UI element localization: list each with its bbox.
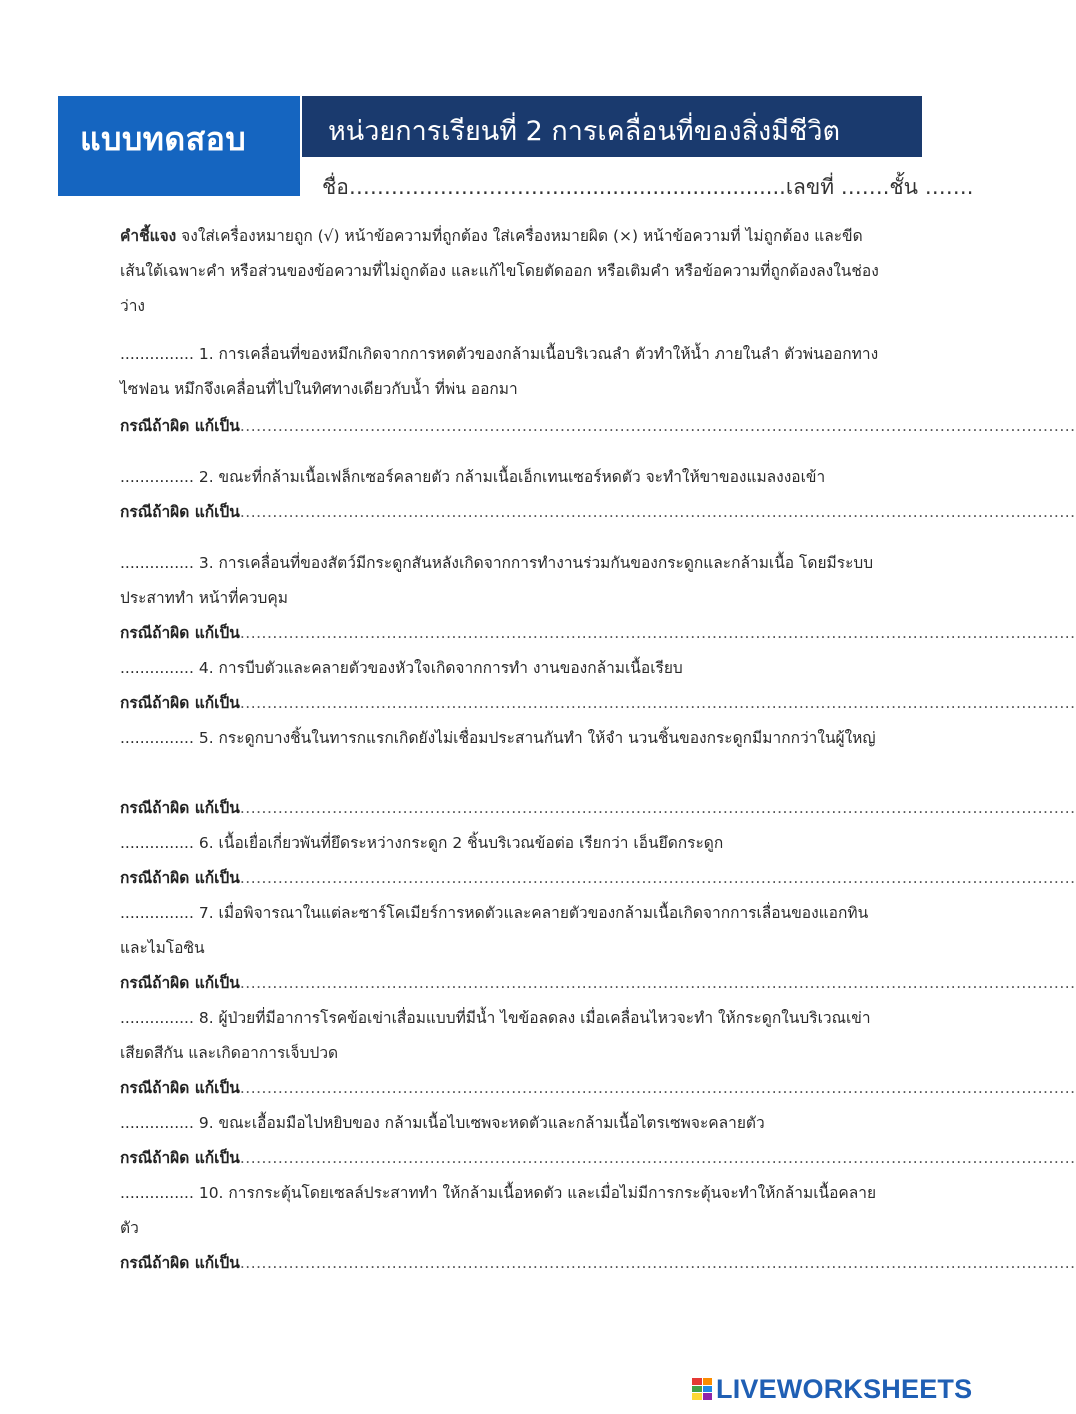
correction-line-2[interactable] bbox=[120, 495, 1076, 530]
instructions-label: คำชี้แจง bbox=[120, 227, 177, 245]
liveworksheets-logo[interactable] bbox=[692, 1372, 972, 1406]
question-2: ............... 2. ขณะที่กล้ามเนื้อเฟล็กเซอร์คลายตัว กล้ามเนื้อเอ็กเทนเซอร์หดตัว จะทำให้ขาของแมลงงอเข้า bbox=[120, 468, 826, 486]
correction-line-5[interactable] bbox=[120, 791, 1076, 826]
question-7: ............... 7. เมื่อพิจารณาในแต่ละซาร์โคเมียร์การหดตัวและคลายตัวของกล้ามเนื้อเกิดจากการเลื่อนของแอกทินและไมโอซิน bbox=[120, 904, 869, 957]
correction-label: กรณีถ้าผิด แก้เป็น bbox=[120, 974, 240, 992]
correction-label: กรณีถ้าผิด แก้เป็น bbox=[120, 1079, 240, 1097]
correction-line-3[interactable] bbox=[120, 616, 1076, 651]
answer-dots: .......................................................................................................................................................... bbox=[239, 799, 1076, 817]
student-info-line: ชื่อ…………………………..................................เลขที่ …….ชั้น ……. bbox=[322, 175, 974, 199]
logo-wordmark: LIVEWORKSHEETS bbox=[716, 1373, 973, 1404]
correction-line-8[interactable] bbox=[120, 1071, 1076, 1106]
correction-label: กรณีถ้าผิด แก้เป็น bbox=[120, 1149, 240, 1167]
answer-dots: .......................................................................................................................................................... bbox=[239, 1149, 1076, 1167]
answer-dots: .......................................................................................................................................................... bbox=[239, 974, 1076, 992]
correction-line-4[interactable] bbox=[120, 686, 1076, 721]
answer-dots: .......................................................................................................................................................... bbox=[239, 624, 1076, 642]
answer-dots: .......................................................................................................................................................... bbox=[239, 1079, 1076, 1097]
correction-line-10[interactable] bbox=[120, 1246, 1076, 1281]
question-9: ............... 9. ขณะเอื้อมมือไปหยิบของ กล้ามเนื้อไบเซพจะหดตัวและกล้ามเนื้อไตรเซพจะคลายตัว bbox=[120, 1114, 765, 1132]
question-6: ............... 6. เนื้อเยื่อเกี่ยวพันที่ยึดระหว่างกระดูก 2 ชิ้นบริเวณข้อต่อ เรียกว่า เอ็นยึดกระดูก bbox=[120, 834, 724, 852]
instructions-text: จงใส่เครื่องหมายถูก (√) หน้าข้อความที่ถูกต้อง ใส่เครื่องหมายผิด (×) หน้าข้อความที่ ไม่ถูกต้อง และขีดเส้นใต้เฉพาะคำ หรือส่วนของข้อความที่ไม่ถูกต้อง และแก้ไขโดยตัดออก หรือเติมคำ หรือข้อความที่ถูกต้องลงในช่องว่าง bbox=[120, 227, 879, 315]
logo-block bbox=[692, 1378, 702, 1385]
unit-title: หน่วยการเรียนที่ 2 การเคลื่อนที่ของสิ่งมีชีวิต bbox=[328, 116, 841, 147]
test-badge-label: แบบทดสอบ bbox=[80, 120, 247, 158]
instructions bbox=[120, 219, 880, 324]
answer-dots: .......................................................................................................................................................... bbox=[239, 417, 1076, 435]
answer-dots: .......................................................................................................................................................... bbox=[239, 694, 1076, 712]
correction-line-6[interactable] bbox=[120, 861, 1076, 896]
logo-block bbox=[703, 1393, 713, 1400]
correction-label: กรณีถ้าผิด แก้เป็น bbox=[120, 417, 240, 435]
answer-dots: .......................................................................................................................................................... bbox=[239, 869, 1076, 887]
logo-block bbox=[703, 1386, 713, 1393]
answer-dots: .......................................................................................................................................................... bbox=[239, 1254, 1076, 1272]
correction-line-1[interactable] bbox=[120, 409, 1076, 444]
correction-label: กรณีถ้าผิด แก้เป็น bbox=[120, 869, 240, 887]
correction-line-9[interactable] bbox=[120, 1141, 1076, 1176]
question-1: ............... 1. การเคลื่อนที่ของหมึกเกิดจากการหดตัวของกล้ามเนื้อบริเวณลำ ตัวทำให้น้ำ ภายในลำ ตัวพ่นออกทางไซฟอน หมึกจึงเคลื่อนที่ไปในทิศทางเดียวกับน้ำ ที่พ่น ออกมา bbox=[120, 345, 879, 398]
correction-line-7[interactable] bbox=[120, 966, 1076, 1001]
test-badge bbox=[58, 96, 300, 196]
correction-label: กรณีถ้าผิด แก้เป็น bbox=[120, 624, 240, 642]
question-10: ............... 10. การกระตุ้นโดยเซลล์ประสาททำ ให้กล้ามเนื้อหดตัว และเมื่อไม่มีการกระตุ้นจะทำให้กล้ามเนื้อคลายตัว bbox=[120, 1184, 877, 1237]
logo-block bbox=[692, 1386, 702, 1393]
correction-label: กรณีถ้าผิด แก้เป็น bbox=[120, 799, 240, 817]
answer-dots: .......................................................................................................................................................... bbox=[239, 503, 1076, 521]
question-8: ............... 8. ผู้ป่วยที่มีอาการโรคข้อเข่าเสื่อมแบบที่มีน้ำ ไขข้อลดลง เมื่อเคลื่อนไหวจะทำ ให้กระดูกในบริเวณเข่าเสียดสีกัน และเกิดอาการเจ็บปวด bbox=[120, 1009, 871, 1062]
question-5: ............... 5. กระดูกบางชิ้นในทารกแรกเกิดยังไม่เชื่อมประสานกันทำ ให้จำ นวนชิ้นของกระดูกมีมากกว่าในผู้ใหญ่ bbox=[120, 729, 876, 747]
question-4: ............... 4. การบีบตัวและคลายตัวของหัวใจเกิดจากการทำ งานของกล้ามเนื้อเรียบ bbox=[120, 659, 683, 677]
logo-block bbox=[692, 1393, 702, 1400]
logo-mark-icon bbox=[692, 1378, 712, 1400]
logo-block bbox=[703, 1378, 713, 1385]
correction-label: กรณีถ้าผิด แก้เป็น bbox=[120, 694, 240, 712]
correction-label: กรณีถ้าผิด แก้เป็น bbox=[120, 1254, 240, 1272]
question-3: ............... 3. การเคลื่อนที่ของสัตว์มีกระดูกสันหลังเกิดจากการทำงานร่วมกันของกระดูกและกล้ามเนื้อ โดยมีระบบประสาททำ หน้าที่ควบคุม bbox=[120, 554, 874, 607]
correction-label: กรณีถ้าผิด แก้เป็น bbox=[120, 503, 240, 521]
unit-title-bar bbox=[302, 96, 922, 157]
